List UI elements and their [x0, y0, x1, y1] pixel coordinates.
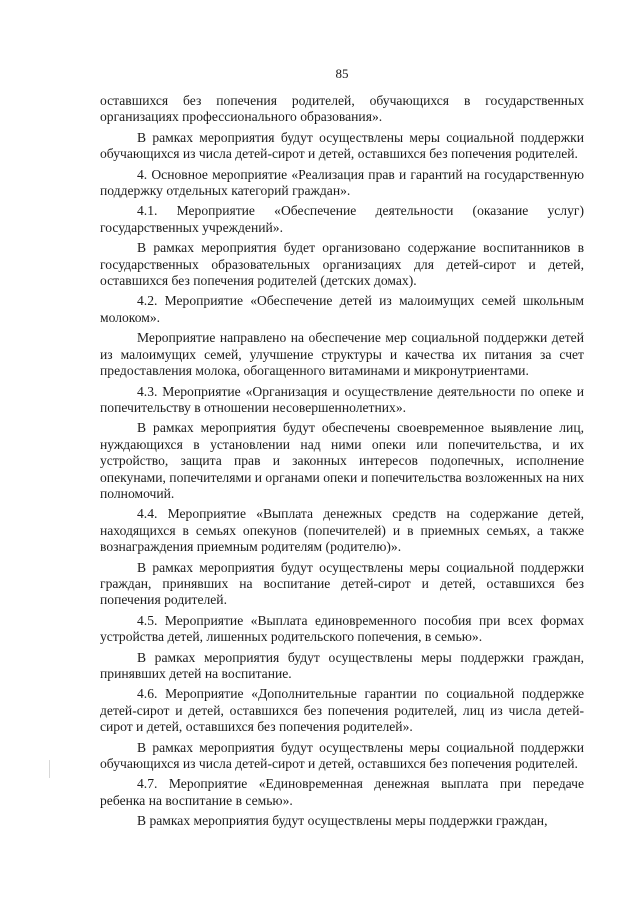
- paragraph: В рамках мероприятия будут осуществлены меры социальной поддержки граждан, принявших на воспитание детей-сирот и детей, оставшихся без попечения родителей.: [100, 559, 584, 608]
- paragraph: В рамках мероприятия будут осуществлены меры социальной поддержки обучающихся из числа детей-сирот и детей, оставшихся без попечения родителей.: [100, 739, 584, 772]
- scan-artifact: [49, 760, 50, 778]
- document-body: [100, 93, 584, 834]
- paragraph: В рамках мероприятия будут осуществлены меры поддержки граждан,: [137, 813, 548, 829]
- subsection-heading-4-5: 4.5. Мероприятие «Выплата единовременного пособия при всех формах устройства детей, лишенных родительского попечения, в семью».: [100, 612, 584, 645]
- subsection-heading-4-7: 4.7. Мероприятие «Единовременная денежная выплата при передаче ребенка на воспитание в семью».: [100, 776, 584, 808]
- page-number: 85: [335, 66, 349, 81]
- subsection-heading-4-3: 4.3. Мероприятие «Организация и осуществление деятельности по опеке и попечительству в отношении несовершеннолетних».: [100, 383, 584, 415]
- paragraph-continued: оставшихся без попечения родителей, обучающихся в государственных организациях профессионального образования».: [100, 93, 584, 125]
- paragraph: В рамках мероприятия будет организовано содержание воспитанников в государственных образовательных организациях для детей-сирот и детей, оставшихся без попечения родителей (детских домах).: [100, 240, 584, 289]
- subsection-heading-4-2: 4.2. Мероприятие «Обеспечение детей из малоимущих семей школьным молоком».: [100, 293, 584, 325]
- paragraph: В рамках мероприятия будут осуществлены меры социальной поддержки обучающихся из числа детей-сирот и детей, оставшихся без попечения родителей.: [100, 129, 584, 162]
- section-heading-4: 4. Основное мероприятие «Реализация прав и гарантий на государственную поддержку отдельных категорий граждан».: [100, 166, 584, 199]
- subsection-heading-4-1: 4.1. Мероприятие «Обеспечение деятельности (оказание услуг) государственных учреждений».: [100, 203, 584, 235]
- subsection-heading-4-6: 4.6. Мероприятие «Дополнительные гарантии по социальной поддержке детей-сирот и детей, оставшихся без попечения родителей, лиц из числа детей-сирот и детей, оставшихся без попечения родителей».: [100, 686, 584, 735]
- paragraph: Мероприятие направлено на обеспечение мер социальной поддержки детей из малоимущих семей, улучшение структуры и качества их питания за счет предоставления молока, обогащенного витаминами и микронутриентами.: [100, 330, 584, 379]
- paragraph: В рамках мероприятия будут осуществлены меры поддержки граждан, принявших детей на воспитание.: [100, 649, 584, 681]
- document-page: [100, 0, 584, 905]
- subsection-heading-4-4: 4.4. Мероприятие «Выплата денежных средств на содержание детей, находящихся в семьях опекунов (попечителей) и в приемных семьях, а также вознаграждения приемным родителям (родителю)».: [100, 506, 584, 555]
- paragraph: В рамках мероприятия будут обеспечены своевременное выявление лиц, нуждающихся в установлении над ними опеки или попечительства, и их устройство, защита прав и законных интересов подопечных, исполнение опекунами, попечителями и органами опеки и попечительства возложенных на них полномочий.: [100, 420, 584, 501]
